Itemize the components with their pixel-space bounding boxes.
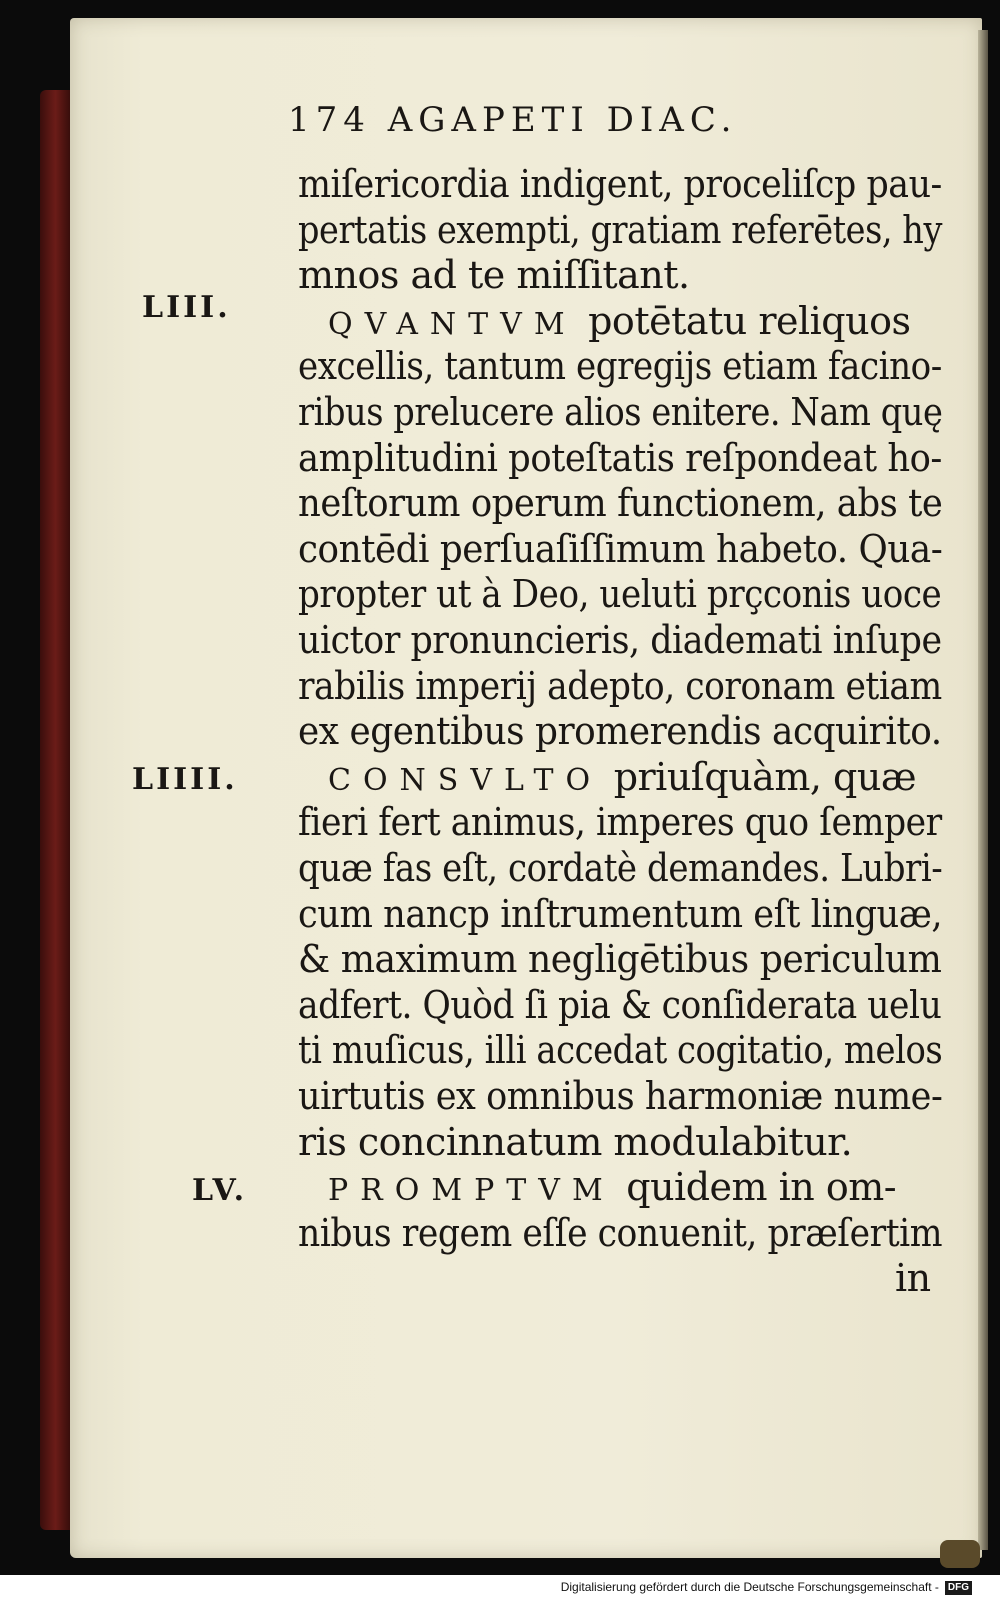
text-line (328, 299, 910, 347)
text-line: pertatis exempti, gratiam referētes, hy (298, 207, 942, 252)
text-line: in (895, 1256, 931, 1301)
text-line: cum nancp inſtrumentum eſt linguæ, (298, 891, 943, 936)
line-text: quidem in om- (614, 1165, 897, 1210)
dfg-logo: DFG (945, 1581, 972, 1595)
paragraph-initial-caps: QVANTVM (328, 306, 577, 342)
paragraph-initial-caps: PROMPTVM (328, 1173, 615, 1209)
text-line: contēdi perſuaſiſſimum habeto. Qua- (298, 526, 943, 571)
text-line: ris concinnatum modulabitur. (298, 1119, 853, 1164)
text-line: mnos ad te miſſitant. (298, 253, 690, 298)
digitization-footer (0, 1575, 1000, 1599)
text-line (328, 755, 916, 803)
text-line: amplitudini poteſtatis reſpondeat ho- (298, 435, 942, 480)
text-line: adfert. Quòd ſi pia & conſiderata uelu (298, 982, 942, 1027)
text-line: fieri fert animus, imperes quo ſemper (298, 800, 942, 845)
margin-number-53: LIII. (142, 290, 231, 325)
text-line: & maximum negligētibus periculum (298, 937, 942, 982)
paragraph-initial-caps: CONSVLTO (328, 762, 603, 798)
running-header: 174 AGAPETI DIAC. (288, 100, 738, 140)
line-text: priuſquàm, quæ (602, 754, 917, 799)
margin-number-55: LV. (192, 1173, 248, 1208)
text-line: excellis, tantum egregijs etiam facino- (298, 344, 942, 389)
text-line: uictor pronuncieris, diademati inſupe (298, 618, 942, 662)
text-line: quæ fas eſt, cordatè demandes. Lubri- (298, 846, 943, 890)
text-line: ti muſicus, illi accedat cogitatio, melos (298, 1028, 943, 1073)
text-line: miſericordia indigent, proceliſcp pau- (298, 162, 942, 206)
footer-text: Digitalisierung gefördert durch die Deutsche Forschungsgemeinschaft - (560, 1580, 939, 1594)
text-line: ex egentibus promerendis acquirito. (298, 709, 942, 754)
text-line: uirtutis ex omnibus harmoniæ nume- (298, 1074, 943, 1118)
text-line (328, 1165, 896, 1213)
text-line: neſtorum operum functionem, abs te (298, 481, 943, 526)
text-line: ribus prelucere alios enitere. Nam quę (298, 390, 943, 434)
line-text: potētatu reliquos (576, 298, 911, 343)
text-line: rabilis imperij adepto, coronam etiam (298, 663, 942, 708)
text-line: nibus regem eſſe conuenit, præſertim (298, 1210, 943, 1255)
text-line: propter ut à Deo, ueluti prçconis uoce (298, 572, 942, 617)
margin-number-54: LIIII. (132, 762, 238, 797)
